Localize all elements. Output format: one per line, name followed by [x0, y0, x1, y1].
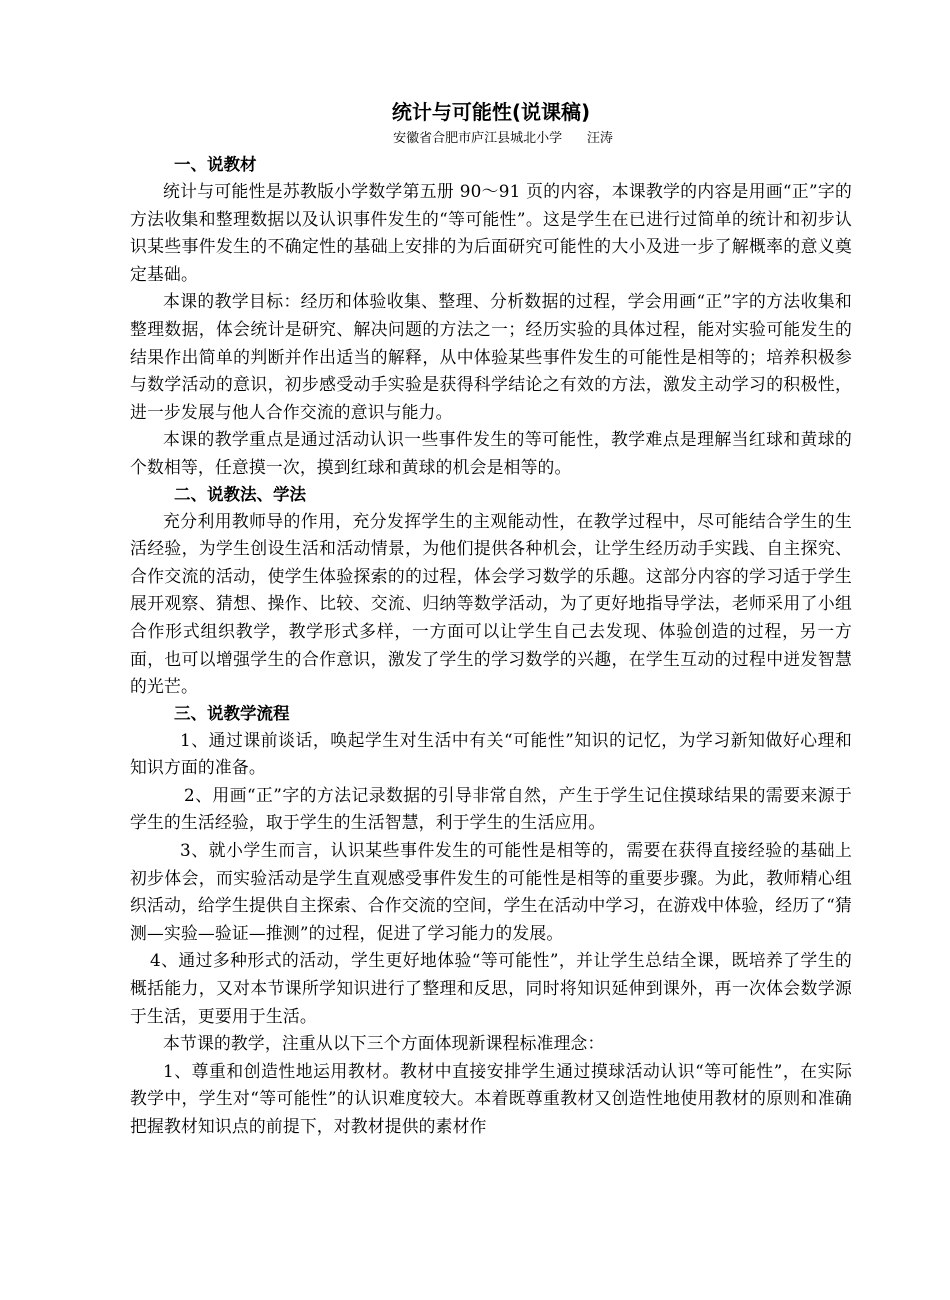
section-heading-teaching-process: 三、说教学流程 [174, 703, 290, 723]
document-title: 统计与可能性(说课稿) [391, 100, 591, 124]
paragraph: 2、用画“正”字的方法记录数据的引导非常自然，产生于学生记住摸球结果的需要来源于学生的生活经验，取于学生的生活智慧，利于学生的生活应用。 [130, 784, 852, 833]
paragraph: 本课的教学目标：经历和体验收集、整理、分析数据的过程，学会用画“正”字的方法收集和整理数据，体会统计是研究、解决问题的方法之一；经历实验的具体过程，能对实验可能发生的结果作出简单的判断并作出适当的解释，从中体验某些事件发生的可能性是相等的；培养积极参与数学活动的意识，初步感受动手实验是获得科学结论之有效的方法，激发主动学习的积极性，进一步发展与他人合作交流的意识与能力。 [130, 291, 852, 422]
paragraph: 本节课的教学，注重从以下三个方面体现新课程标准理念： [163, 1033, 605, 1054]
author-byline: 安徽省合肥市庐江县城北小学 汪涛 [393, 131, 613, 146]
section-heading-teaching-methods: 二、说教法、学法 [174, 484, 306, 504]
document-page [130, 96, 852, 1141]
paragraph: 本课的教学重点是通过活动认识一些事件发生的等可能性，教学难点是理解当红球和黄球的个数相等，任意摸一次，摸到红球和黄球的机会是相等的。 [130, 429, 852, 477]
paragraph: 3、就小学生而言，认识某些事件发生的可能性是相等的，需要在获得直接经验的基础上初步体会，而实验活动是学生直观感受事件发生的可能性是相等的重要步骤。为此，教师精心组织活动，给学生提供自主探索、合作交流的空间，学生在活动中学习，在游戏中体验，经历了“猜测—实验—验证—推测”的过程，促进了学习能力的发展。 [130, 840, 852, 943]
paragraph: 1、尊重和创造性地运用教材。教材中直接安排学生通过摸球活动认识“等可能性”，在实际教学中，学生对“等可能性”的认识难度较大。本着既尊重教材又创造性地使用教材的原则和准确把握教材知识点的前提下，对教材提供的素材作 [130, 1060, 852, 1136]
paragraph: 充分利用教师导的作用，充分发挥学生的主观能动性，在教学过程中，尽可能结合学生的生活经验，为学生创设生活和活动情景，为他们提供各种机会，让学生经历动手实践、自主探究、合作交流的活动，使学生体验探索的的过程，体会学习数学的乐趣。这部分内容的学习适于学生展开观察、猜想、操作、比较、交流、归纳等数学活动，为了更好地指导学法，老师采用了小组合作形式组织教学，教学形式多样，一方面可以让学生自己去发现、体验创造的过程，另一方面，也可以增强学生的合作意识，激发了学生的学习数学的兴趣，在学生互动的过程中迸发智慧的光芒。 [130, 510, 852, 697]
section-heading-teaching-material: 一、说教材 [174, 155, 257, 174]
paragraph: 统计与可能性是苏教版小学数学第五册 90～91 页的内容，本课教学的内容是用画“正”字的方法收集和整理数据以及认识事件发生的“等可能性”。这是学生在已进行过简单的统计和初步认识某些事件发生的不确定性的基础上安排的为后面研究可能性的大小及进一步了解概率的意义奠定基础。 [130, 181, 852, 284]
paragraph: 1、通过课前谈话，唤起学生对生活中有关“可能性”知识的记忆，为学习新知做好心理和知识方面的准备。 [130, 729, 852, 778]
paragraph: 4、通过多种形式的活动，学生更好地体验“等可能性”，并让学生总结全课，既培养了学生的概括能力，又对本节课所学知识进行了整理和反思，同时将知识延伸到课外，再一次体会数学源于生活，更要用于生活。 [130, 950, 852, 1026]
